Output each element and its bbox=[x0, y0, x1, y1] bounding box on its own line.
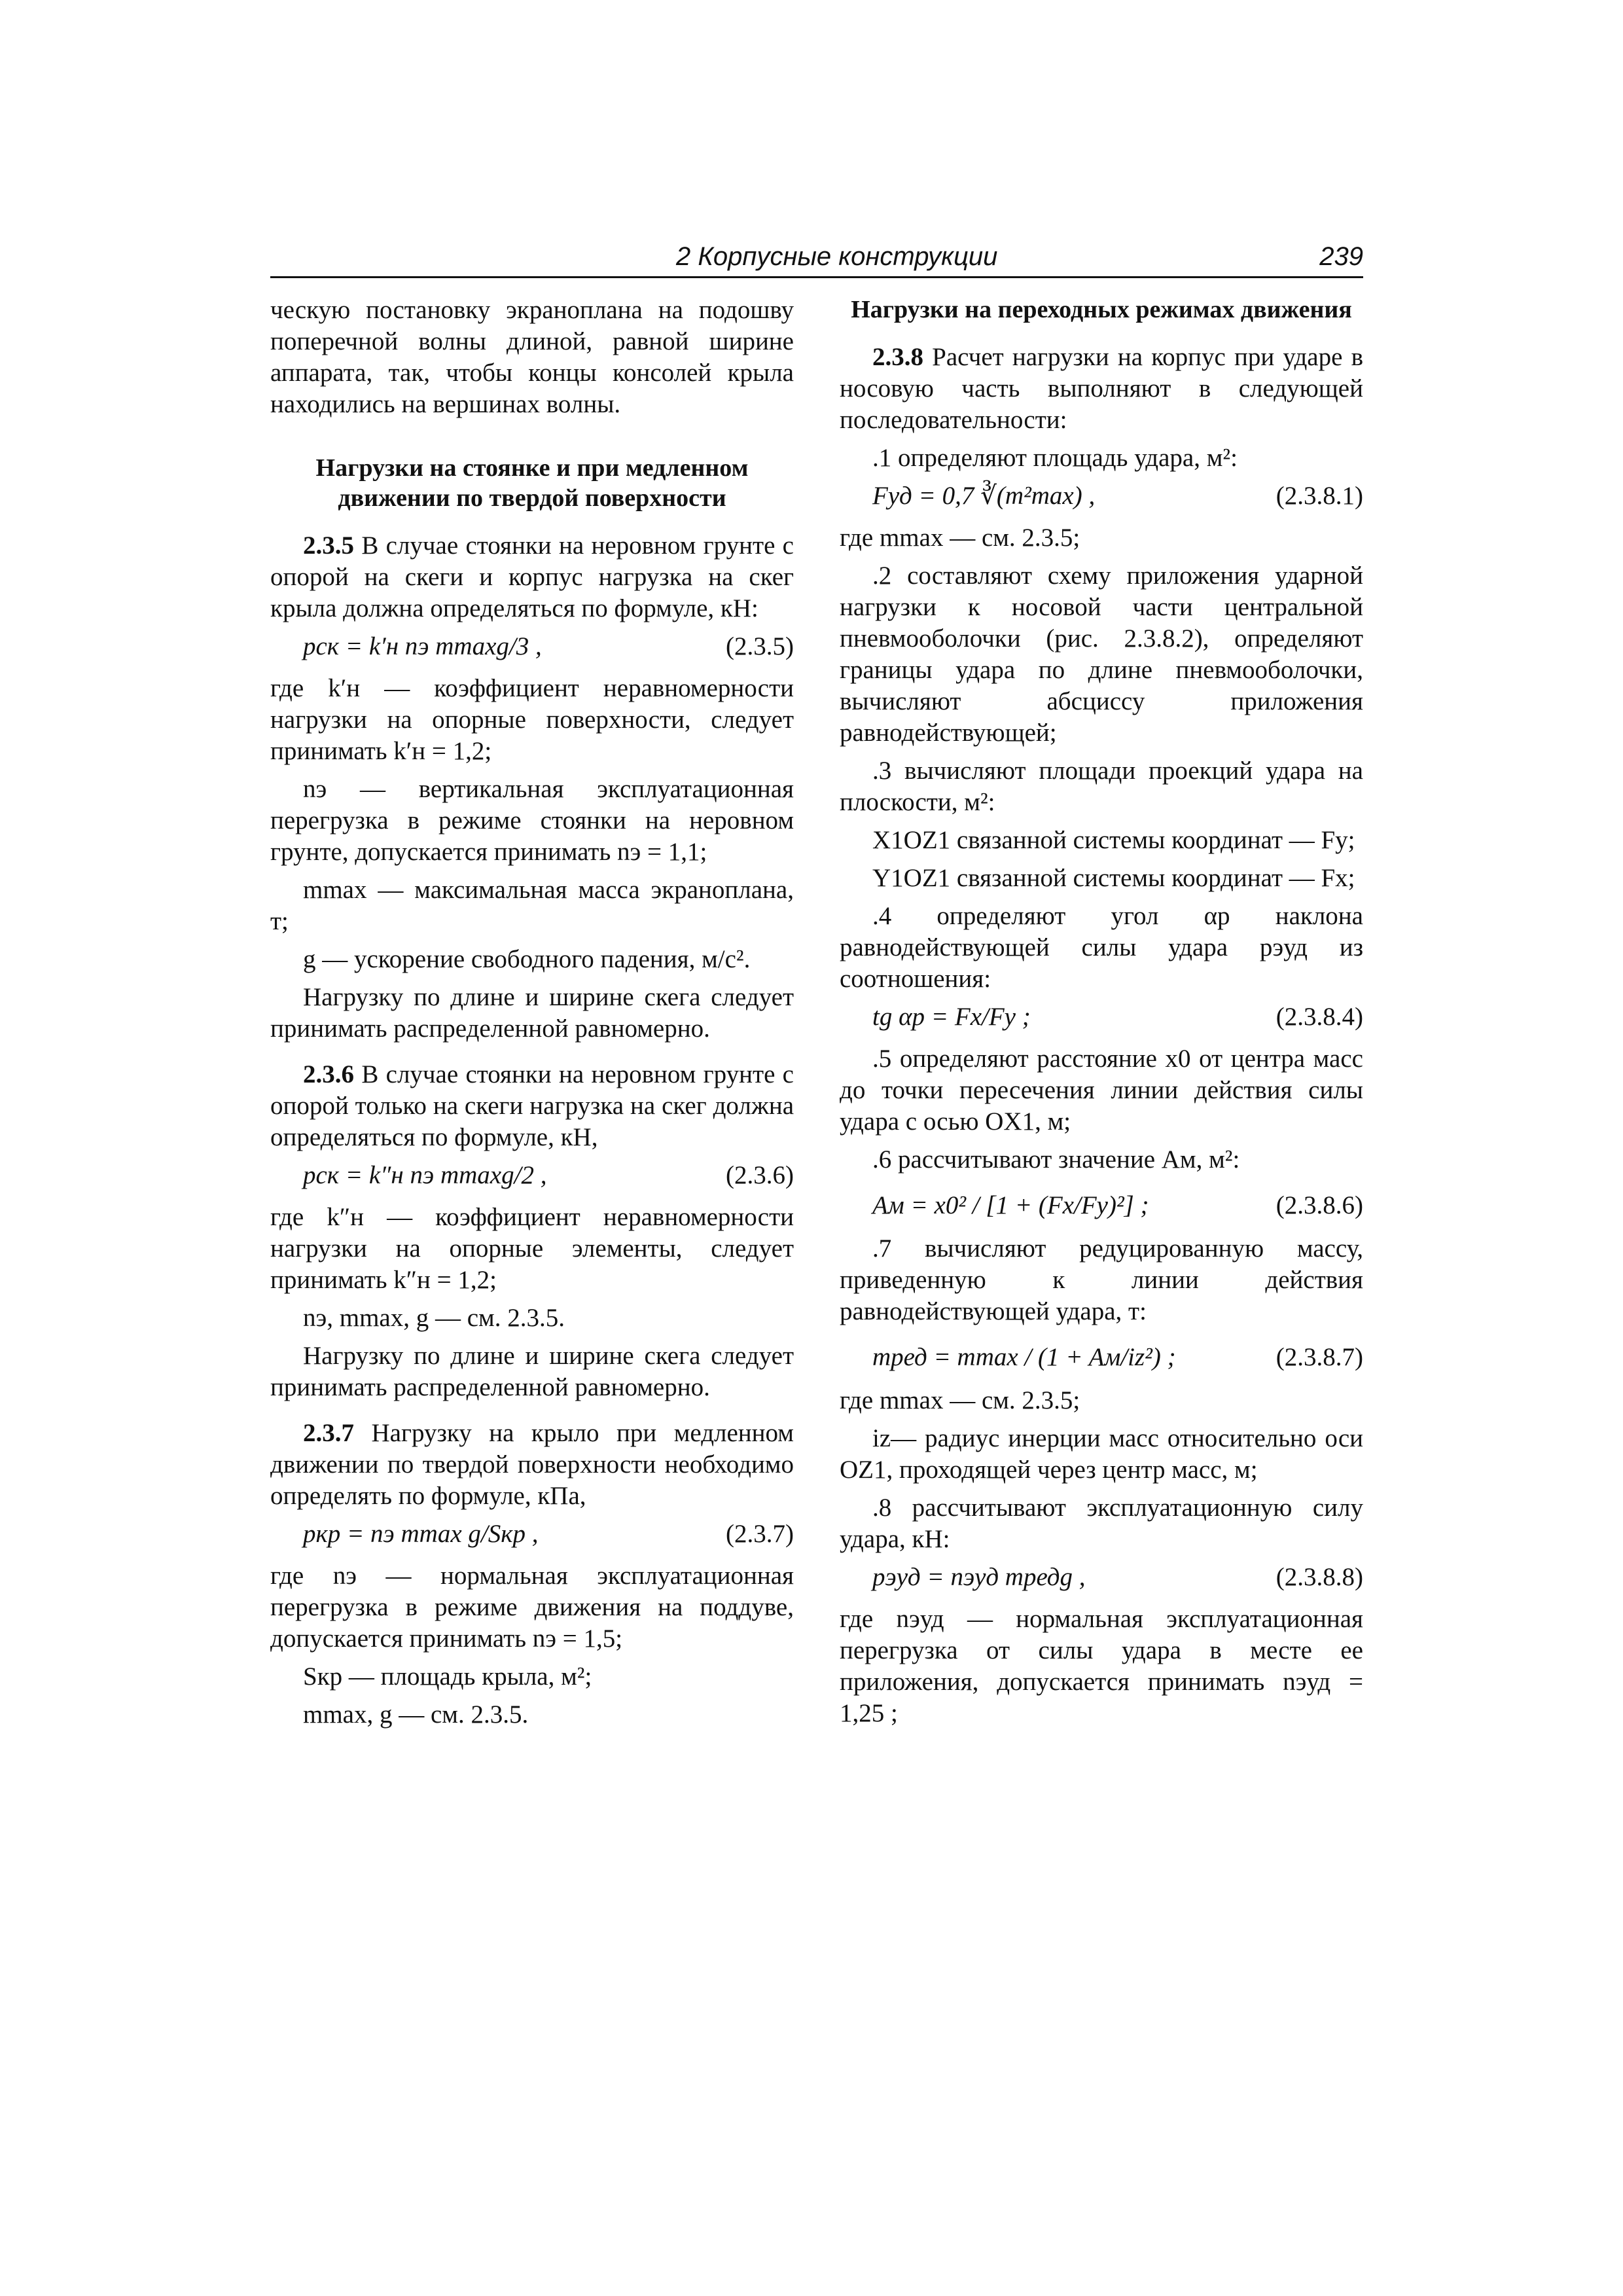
distribution-note: Нагрузку по длине и ширине скега следует принимать распределенной равномерно. bbox=[270, 983, 794, 1043]
section-heading-parking: Нагрузки на стоянке и при медленном движении по твердой поверхности bbox=[315, 454, 749, 512]
step-7: .7 вычисляют редуцированную массу, приведенную к линии действия равнодействующей удара, т: bbox=[840, 1234, 1363, 1325]
clause-text: Расчет нагрузки на корпус при ударе в носовую часть выполняют в следующей последовательности: bbox=[840, 343, 1364, 434]
clause-number: 2.3.5 bbox=[303, 531, 354, 560]
definition-reference: где mmax — см. 2.3.5; bbox=[840, 1386, 1080, 1414]
step-5: .5 определяют расстояние x0 от центра масс до точки пересечения линии действия силы удара с осью OX1, м; bbox=[840, 1045, 1363, 1136]
definition-n: nэ — вертикальная эксплуатационная перегрузка в режиме стоянки на неровном грунте, допускается принимать nэ = 1,1; bbox=[270, 775, 794, 866]
definition-s-wing: Sкр — площадь крыла, м²; bbox=[303, 1662, 592, 1691]
formula-2-3-8-4 bbox=[840, 1001, 1363, 1039]
formula-number: (2.3.6) bbox=[726, 1161, 794, 1189]
definition-reference: где mmax — см. 2.3.5; bbox=[840, 524, 1080, 552]
formula-expression: Fуд = 0,7 ∛(m²max) , bbox=[872, 482, 1096, 510]
formula-2-3-5 bbox=[270, 631, 794, 669]
step-8: .8 рассчитывают эксплуатационную силу удара, кН: bbox=[840, 1494, 1363, 1553]
right-column bbox=[840, 295, 1363, 1736]
clause-number: 2.3.8 bbox=[872, 343, 923, 371]
definition-g: g — ускорение свободного падения, м/с². bbox=[303, 945, 751, 973]
definition-reference: nэ, mmax, g — см. 2.3.5. bbox=[303, 1304, 565, 1332]
formula-2-3-8-6 bbox=[840, 1182, 1363, 1229]
formula-number: (2.3.8.8) bbox=[1275, 1563, 1363, 1591]
formula-expression: pкр = nэ mmax g/Sкр , bbox=[303, 1520, 539, 1548]
clause-text: Нагрузку на крыло при медленном движении по твердой поверхности необходимо определять по формуле, кПа, bbox=[270, 1419, 794, 1510]
step-1: .1 определяют площадь удара, м²: bbox=[872, 444, 1238, 472]
formula-2-3-8-8 bbox=[840, 1562, 1363, 1600]
left-column bbox=[270, 295, 794, 1737]
definition-m-max: mmax — максимальная масса экраноплана, т; bbox=[270, 876, 794, 935]
definition-n-impact: где nэуд — нормальная эксплуатационная перегрузка от силы удара в месте ее приложения, допускается принимать nэуд = 1,25 ; bbox=[840, 1605, 1363, 1727]
formula-2-3-6 bbox=[270, 1160, 794, 1198]
clause-2-3-5 bbox=[270, 530, 794, 624]
definition-reference: mmax, g — см. 2.3.5. bbox=[303, 1700, 529, 1729]
page-number: 239 bbox=[1319, 242, 1363, 271]
formula-2-3-8-1 bbox=[840, 480, 1363, 518]
formula-expression: pск = k′н nэ mmaxg/3 , bbox=[303, 632, 542, 660]
step-3: .3 вычисляют площади проекций удара на плоскости, м²: bbox=[840, 757, 1363, 816]
header-title: 2 Корпусные конструкции bbox=[676, 242, 998, 271]
formula-expression: pэуд = nэуд mредg , bbox=[872, 1563, 1086, 1591]
step-3-projection-fy: X1OZ1 связанной системы координат — Fy; bbox=[872, 826, 1355, 854]
clause-number: 2.3.6 bbox=[303, 1060, 354, 1088]
clause-2-3-7 bbox=[270, 1418, 794, 1512]
formula-number: (2.3.7) bbox=[726, 1520, 794, 1548]
formula-2-3-8-7 bbox=[840, 1334, 1363, 1381]
definition-n-normal: где nэ — нормальная эксплуатационная перегрузка в режиме движения на поддуве, допускается принимать nэ = 1,5; bbox=[270, 1562, 794, 1653]
definition-iz: iz— радиус инерции масс относительно оси OZ1, проходящей через центр масс, м; bbox=[840, 1424, 1363, 1484]
step-3-projection-fx: Y1OZ1 связанной системы координат — Fx; bbox=[872, 864, 1355, 892]
formula-number: (2.3.8.1) bbox=[1275, 482, 1363, 510]
formula-expression: Aм = x0² / [1 + (Fx/Fy)²] ; bbox=[872, 1191, 1149, 1219]
formula-number: (2.3.8.7) bbox=[1275, 1343, 1363, 1371]
clause-text: В случае стоянки на неровном грунте с опорой на скеги и корпус нагрузка на скег крыла должна определяться по формуле, кН: bbox=[270, 531, 794, 622]
intro-paragraph: ческую постановку экраноплана на подошву поперечной волны длиной, равной ширине аппарата, так, чтобы концы консолей крыла находились на вершинах волны. bbox=[270, 296, 794, 418]
running-header bbox=[270, 237, 1363, 278]
formula-expression: mред = mmax / (1 + Aм/iz²) ; bbox=[872, 1343, 1176, 1371]
step-6: .6 рассчитывают значение Aм, м²: bbox=[872, 1145, 1240, 1174]
formula-expression: pск = k″н nэ mmaxg/2 , bbox=[303, 1161, 547, 1189]
formula-2-3-7 bbox=[270, 1518, 794, 1556]
step-2: .2 составляют схему приложения ударной нагрузки к носовой части центральной пневмооболочки (рис. 2.3.8.2), определяют границы удара по длине пневмооболочки, вычисляют абсциссу приложения равнодействующей; bbox=[840, 562, 1363, 747]
clause-2-3-8 bbox=[840, 342, 1363, 436]
clause-text: В случае стоянки на неровном грунте с опорой только на скеги нагрузка на скег должна определяться по формуле, кН, bbox=[270, 1060, 794, 1151]
distribution-note: Нагрузку по длине и ширине скега следует принимать распределенной равномерно. bbox=[270, 1342, 794, 1401]
clause-number: 2.3.7 bbox=[303, 1419, 354, 1447]
clause-2-3-6 bbox=[270, 1059, 794, 1153]
definition-k-prime: где k′н — коэффициент неравномерности нагрузки на опорные поверхности, следует принимать k′н = 1,2; bbox=[270, 674, 794, 765]
definition-k-double-prime: где k″н — коэффициент неравномерности нагрузки на опорные элементы, следует принимать k″н = 1,2; bbox=[270, 1203, 794, 1294]
formula-expression: tg αр = Fx/Fy ; bbox=[872, 1003, 1031, 1031]
step-4: .4 определяют угол αр наклона равнодействующей силы удара pэуд из соотношения: bbox=[840, 902, 1363, 993]
formula-number: (2.3.5) bbox=[726, 632, 794, 660]
formula-number: (2.3.8.6) bbox=[1275, 1191, 1363, 1219]
formula-number: (2.3.8.4) bbox=[1275, 1003, 1363, 1031]
section-heading-transitional: Нагрузки на переходных режимах движения bbox=[851, 296, 1352, 323]
